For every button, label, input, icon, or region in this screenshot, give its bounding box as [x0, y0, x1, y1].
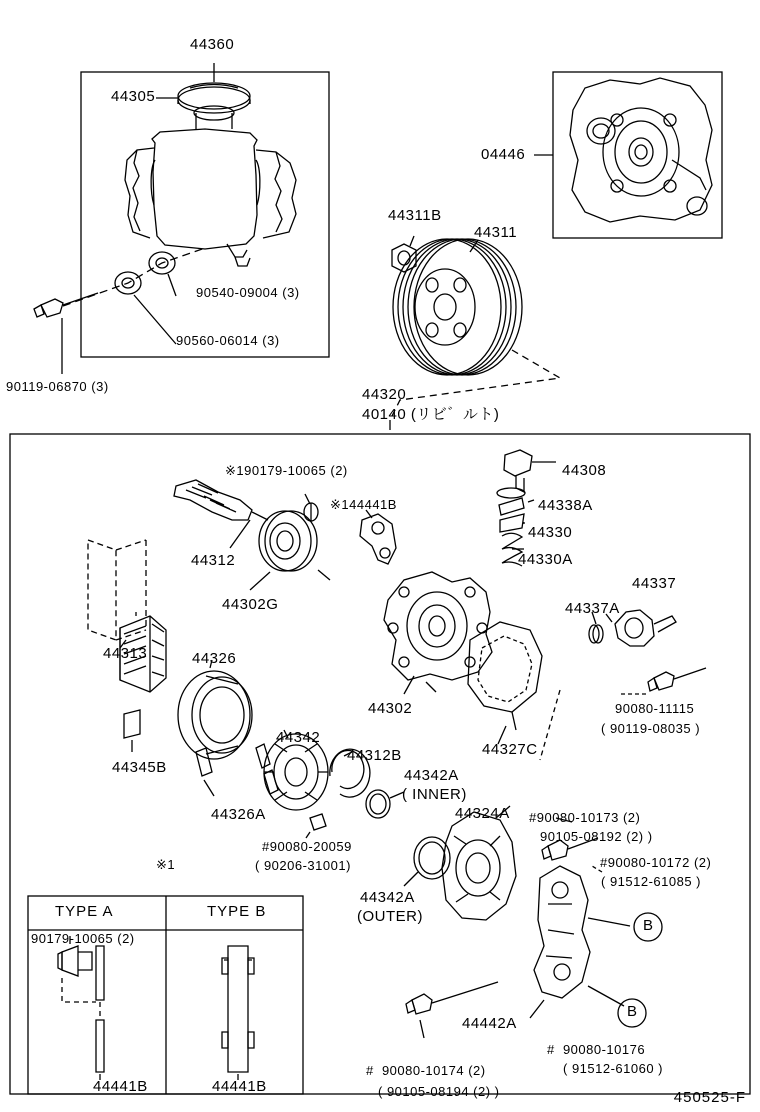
label-44337A: 44337A — [565, 600, 620, 617]
label-44330A: 44330A — [518, 551, 573, 568]
label-90080-20059: #90080-20059 — [262, 839, 352, 854]
type-a-part: 44441B — [93, 1078, 148, 1095]
label-90540-09004: 90540-09004 (3) — [196, 285, 300, 300]
label-44312B: 44312B — [347, 747, 402, 764]
balloon-b-2: B — [627, 1003, 638, 1020]
label-90080-10172: #90080-10172 (2) — [600, 855, 712, 870]
label-44308: 44308 — [562, 462, 607, 479]
label-note-1: ※1 — [156, 857, 176, 872]
type-a-header: TYPE A — [55, 903, 114, 920]
label-44311B: 44311B — [388, 207, 442, 224]
label-44311: 44311 — [474, 224, 518, 241]
label-44330: 44330 — [528, 524, 573, 541]
label-90080-10176: # 90080-10176 — [547, 1042, 646, 1057]
label-144441B: ※144441B — [330, 497, 397, 512]
label-90119-06870: 90119-06870 (3) — [6, 379, 109, 394]
label-90119-08035: ( 90119-08035 ) — [601, 721, 701, 736]
label-90105-08192: 90105-08192 (2) ) — [540, 829, 653, 844]
label-44342A-outer: 44342A — [360, 889, 415, 906]
label-90080-10173: #90080-10173 (2) — [529, 810, 641, 825]
label-44442A: 44442A — [462, 1015, 517, 1032]
label-44324A: 44324A — [455, 805, 510, 822]
label-44345B: 44345B — [112, 759, 167, 776]
label-44342A-inner: 44342A — [404, 767, 459, 784]
label-90206-31001: ( 90206-31001) — [255, 858, 351, 873]
label-44302G: 44302G — [222, 596, 279, 613]
label-91512-61085: ( 91512-61085 ) — [601, 874, 702, 889]
label-44338A: 44338A — [538, 497, 593, 514]
label-90560-06014: 90560-06014 (3) — [176, 333, 280, 348]
label-90080-10174: # 90080-10174 (2) — [366, 1063, 486, 1078]
bracket-box — [553, 72, 722, 238]
label-90179-10065: ※190179-10065 (2) — [225, 463, 348, 478]
label-44326A: 44326A — [211, 806, 266, 823]
label-44326: 44326 — [192, 650, 237, 667]
label-outer: (OUTER) — [357, 908, 423, 925]
label-44305: 44305 — [111, 88, 156, 105]
label-44312: 44312 — [191, 552, 236, 569]
label-44360: 44360 — [190, 36, 235, 53]
label-44327C: 44327C — [482, 741, 538, 758]
reservoir-box — [81, 72, 329, 357]
sheet-code: 450525-F — [673, 1089, 746, 1106]
label-44302: 44302 — [368, 700, 413, 717]
label-90105-08194: ( 90105-08194 (2) ) — [378, 1084, 500, 1099]
type-b-part: 44441B — [212, 1078, 267, 1095]
label-44342: 44342 — [276, 729, 321, 746]
label-04446: 04446 — [481, 146, 526, 163]
label-44313: 44313 — [103, 645, 148, 662]
label-40140: 40140 (リビ゛ルト) — [362, 406, 500, 423]
type-a-top-label: 90179-10065 (2) — [31, 931, 135, 946]
label-44337: 44337 — [632, 575, 677, 592]
label-90080-11115: 90080-11115 — [615, 701, 695, 716]
type-b-header: TYPE B — [207, 903, 267, 920]
label-91512-61060: ( 91512-61060 ) — [563, 1061, 664, 1076]
label-44320: 44320 — [362, 386, 407, 403]
balloon-b-1: B — [643, 917, 654, 934]
label-inner: ( INNER) — [402, 786, 467, 803]
